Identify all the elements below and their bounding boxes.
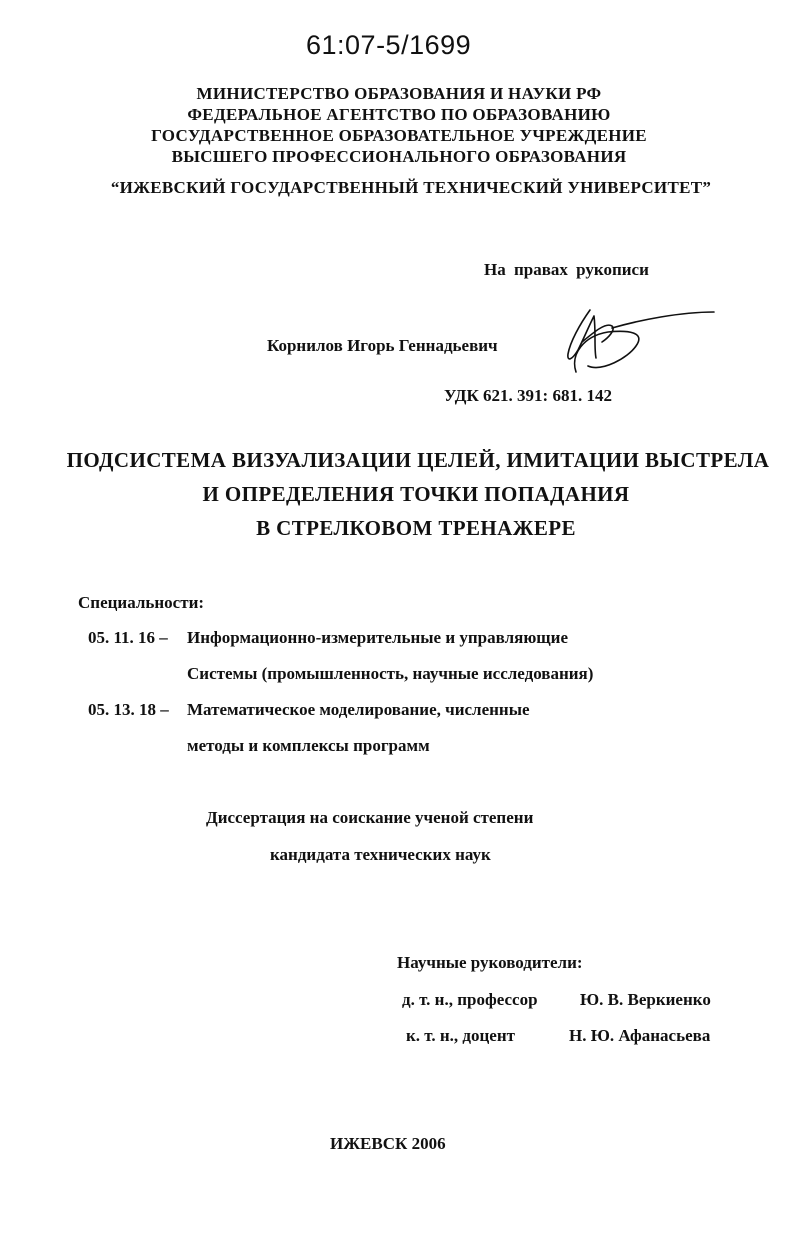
- specialty-name-continued: Системы (промышленность, научные исследования): [187, 664, 594, 683]
- header-agency: ФЕДЕРАЛЬНОЕ АГЕНТСТВО ПО ОБРАЗОВАНИЮ: [187, 105, 611, 124]
- specialty-name: Математическое моделирование, численные: [187, 700, 530, 719]
- author-signature: [550, 302, 720, 382]
- title-line-3: В СТРЕЛКОВОМ ТРЕНАЖЕРЕ: [256, 516, 576, 540]
- dissertation-degree-field: кандидата технических наук: [270, 845, 491, 864]
- title-line-2: И ОПРЕДЕЛЕНИЯ ТОЧКИ ПОПАДАНИЯ: [202, 482, 630, 506]
- udc-code: УДК 621. 391: 681. 142: [444, 386, 612, 405]
- title-line-1: ПОДСИСТЕМА ВИЗУАЛИЗАЦИИ ЦЕЛЕЙ, ИМИТАЦИИ ВЫСТРЕЛА: [66, 448, 770, 472]
- rights-note: На правах рукописи: [484, 260, 649, 279]
- supervisor-name: Н. Ю. Афанасьева: [569, 1026, 711, 1045]
- supervisor-title: д. т. н., профессор: [402, 990, 538, 1009]
- specialty-name: Информационно-измерительные и управляющие: [187, 628, 568, 647]
- header-ministry: МИНИСТЕРСТВО ОБРАЗОВАНИЯ И НАУКИ РФ: [196, 84, 602, 103]
- supervisor-title: к. т. н., доцент: [406, 1026, 515, 1045]
- specialty-code: 05. 11. 16 –: [88, 628, 168, 647]
- supervisors-heading: Научные руководители:: [397, 953, 583, 972]
- place-year: ИЖЕВСК 2006: [330, 1134, 446, 1153]
- header-education: ВЫСШЕГО ПРОФЕССИОНАЛЬНОГО ОБРАЗОВАНИЯ: [171, 147, 627, 166]
- dissertation-degree: Диссертация на соискание ученой степени: [206, 808, 534, 827]
- author-name: Корнилов Игорь Геннадьевич: [267, 336, 498, 355]
- specialty-code: 05. 13. 18 –: [88, 700, 169, 719]
- header-university: “ИЖЕВСКИЙ ГОСУДАРСТВЕННЫЙ ТЕХНИЧЕСКИЙ УНИВЕРСИТЕТ”: [110, 178, 712, 197]
- header-institution: ГОСУДАРСТВЕННОЕ ОБРАЗОВАТЕЛЬНОЕ УЧРЕЖДЕНИЕ: [151, 126, 647, 145]
- archive-code: 61:07-5/1699: [306, 30, 472, 60]
- specialty-name-continued: методы и комплексы программ: [187, 736, 430, 755]
- specialties-heading: Специальности:: [78, 593, 205, 612]
- supervisor-name: Ю. В. Веркиенко: [580, 990, 711, 1009]
